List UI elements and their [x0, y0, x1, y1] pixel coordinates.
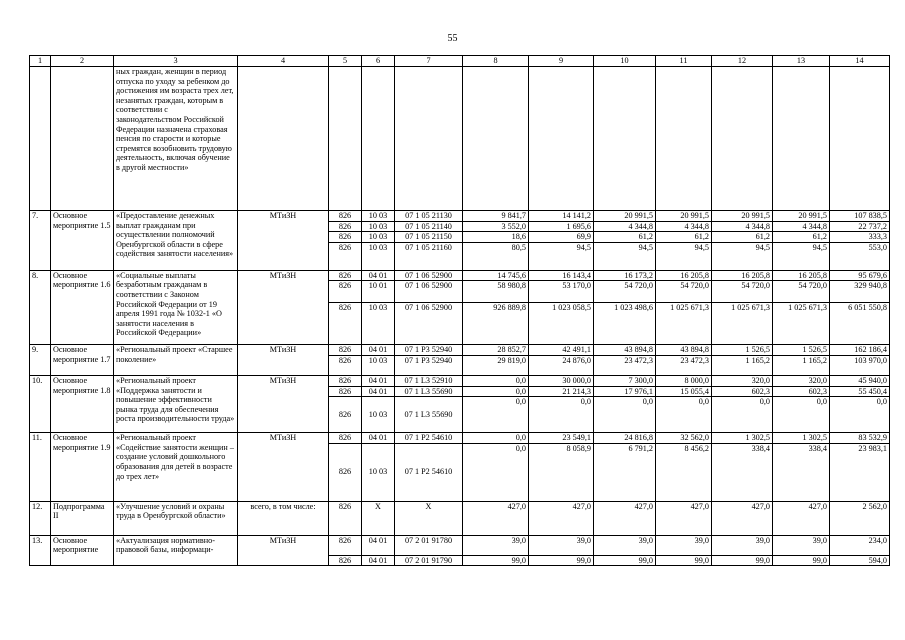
table-row [30, 211, 890, 222]
cell-value: 69,9 [529, 232, 594, 243]
cell-value: 1 695,6 [529, 221, 594, 232]
cell-ministry: 826 [329, 386, 362, 397]
cell-section: 04 01 [362, 433, 395, 444]
cell-value: 43 894,8 [594, 345, 656, 356]
executor: МТиЗН [238, 433, 329, 502]
cell-value: 4 344,8 [594, 221, 656, 232]
cell-value: 338,4 [773, 443, 830, 501]
cell-value: 1 025 671,3 [773, 303, 830, 345]
cell-target-code: 07 1 L3 52910 [395, 375, 463, 386]
cell-value: 107 838,5 [830, 211, 890, 222]
page-number: 55 [447, 33, 458, 44]
table-row [30, 433, 890, 444]
cell-value: 20 991,5 [773, 211, 830, 222]
cell-target-code: 07 1 06 52900 [395, 270, 463, 281]
cell-value: 427,0 [529, 501, 594, 535]
cell-value: 94,5 [712, 242, 773, 270]
cell-value: 24 876,0 [529, 355, 594, 375]
cell-section: 10 03 [362, 242, 395, 270]
cell-value: 926 889,8 [463, 303, 529, 345]
col-header: 1 [30, 56, 51, 67]
activity-type: Основное мероприятие [51, 535, 114, 566]
cell-target-code: 07 1 06 52900 [395, 303, 463, 345]
col-header: 9 [529, 56, 594, 67]
cell-value: 594,0 [830, 555, 890, 566]
cell-value: 7 300,0 [594, 375, 656, 386]
col-header: 4 [238, 56, 329, 67]
cell-ministry: 826 [329, 221, 362, 232]
cell-section: 10 03 [362, 443, 395, 501]
cell-section: 10 03 [362, 397, 395, 433]
cell-ministry: 826 [329, 535, 362, 555]
activity-name: «Региональный проект «Поддержка занятости и повышение эффективности рынка труда для обеспечения роста производительности труда» [114, 375, 238, 432]
activity-type: Основное мероприятие 1.9 [51, 433, 114, 502]
cell-section: 04 01 [362, 555, 395, 566]
cell-value: 1 526,5 [712, 345, 773, 356]
cell-target-code: 07 1 05 21150 [395, 232, 463, 243]
cell-section: 10 03 [362, 211, 395, 222]
cell-value: 1 025 671,3 [656, 303, 712, 345]
cell-ministry: 826 [329, 433, 362, 444]
cell-ministry: 826 [329, 555, 362, 566]
cell-value: 61,2 [773, 232, 830, 243]
cell-section: 10 03 [362, 221, 395, 232]
activity-name: «Региональный проект «Содействие занятости женщин – создание условий дошкольного образования для детей в возрасте до трех лет» [114, 433, 238, 502]
cell-value: 1 165,2 [773, 355, 830, 375]
col-header: 10 [594, 56, 656, 67]
cell-ministry: 826 [329, 303, 362, 345]
cell-value: 61,2 [594, 232, 656, 243]
cell-value: 333,3 [830, 232, 890, 243]
cell-target-code: 07 2 01 91780 [395, 535, 463, 555]
cell-value: 14 141,2 [529, 211, 594, 222]
cell-ministry: 826 [329, 211, 362, 222]
cell-value: 0,0 [463, 375, 529, 386]
cell-value: 427,0 [656, 501, 712, 535]
cell-value: 3 552,0 [463, 221, 529, 232]
cell-value: 16 173,2 [594, 270, 656, 281]
col-header: 13 [773, 56, 830, 67]
cell-target-code: 07 1 P2 54610 [395, 443, 463, 501]
cell-value: 602,3 [712, 386, 773, 397]
cell-value: 2 562,0 [830, 501, 890, 535]
cell-value: 162 186,4 [830, 345, 890, 356]
cell-section: 04 01 [362, 375, 395, 386]
column-number-row [30, 56, 890, 67]
row-number: 8. [30, 270, 51, 345]
activity-type: Основное мероприятие 1.7 [51, 345, 114, 376]
cell-value: 0,0 [773, 397, 830, 433]
cell-value: 94,5 [656, 242, 712, 270]
row-number: 12. [30, 501, 51, 535]
cell-value: 61,2 [712, 232, 773, 243]
cell-value: 54 720,0 [656, 281, 712, 303]
cell-value: 20 991,5 [712, 211, 773, 222]
cell-ministry: 826 [329, 355, 362, 375]
activity-name: «Актуализация нормативно-правовой базы, информаци- [114, 535, 238, 566]
activity-name: «Региональный проект «Старшее поколение» [114, 345, 238, 376]
cell-section: 10 03 [362, 355, 395, 375]
cell-value: 99,0 [656, 555, 712, 566]
cell-value: 55 450,4 [830, 386, 890, 397]
table-row [30, 67, 890, 211]
col-header: 12 [712, 56, 773, 67]
cell-value: 54 720,0 [712, 281, 773, 303]
cell-value: 14 745,6 [463, 270, 529, 281]
cell-target-code: 07 1 05 21160 [395, 242, 463, 270]
executor: МТиЗН [238, 270, 329, 345]
cell-value: 32 562,0 [656, 433, 712, 444]
row-number: 7. [30, 211, 51, 271]
cell-value: 21 214,3 [529, 386, 594, 397]
cell-value: 427,0 [773, 501, 830, 535]
cell-value: 16 205,8 [656, 270, 712, 281]
cell-value: 8 000,0 [656, 375, 712, 386]
cell-value: 39,0 [656, 535, 712, 555]
cell-ministry: 826 [329, 443, 362, 501]
cell-value: 99,0 [773, 555, 830, 566]
cell-value: 553,0 [830, 242, 890, 270]
cell-target-code: 07 1 L3 55690 [395, 397, 463, 433]
cell-ministry: 826 [329, 501, 362, 535]
cell-section: 04 01 [362, 386, 395, 397]
cell-value: 1 165,2 [712, 355, 773, 375]
cell-target-code: 07 1 P3 52940 [395, 345, 463, 356]
table-row [30, 345, 890, 356]
cell-ministry: 826 [329, 375, 362, 386]
cell-section: 10 03 [362, 232, 395, 243]
cell-value: 23 472,3 [594, 355, 656, 375]
cell-value: 329 940,8 [830, 281, 890, 303]
cell-section: 04 01 [362, 535, 395, 555]
cell-value: 0,0 [830, 397, 890, 433]
cell-value: 1 526,5 [773, 345, 830, 356]
col-header: 8 [463, 56, 529, 67]
cell-value: 99,0 [594, 555, 656, 566]
cell-value: 4 344,8 [656, 221, 712, 232]
row-number: 9. [30, 345, 51, 376]
executor: МТиЗН [238, 211, 329, 271]
cell-value: 0,0 [463, 386, 529, 397]
cell-value: 39,0 [529, 535, 594, 555]
cell-value: 1 023 058,5 [529, 303, 594, 345]
cell-value: 0,0 [463, 397, 529, 433]
cell-value: 58 980,8 [463, 281, 529, 303]
cell-value: 24 816,8 [594, 433, 656, 444]
cell-value: 23 983,1 [830, 443, 890, 501]
cell-value: 83 532,9 [830, 433, 890, 444]
row-number: 10. [30, 375, 51, 432]
cell-value: 1 302,5 [773, 433, 830, 444]
row-number: 13. [30, 535, 51, 566]
cell-value: 99,0 [463, 555, 529, 566]
col-header: 2 [51, 56, 114, 67]
cell-value: 427,0 [594, 501, 656, 535]
cell-value: 23 549,1 [529, 433, 594, 444]
cell-value: 16 205,8 [712, 270, 773, 281]
cell-value: 42 491,1 [529, 345, 594, 356]
activity-type: Подпрограмма II [51, 501, 114, 535]
activity-name: ных граждан, женщин в период отпуска по уходу за ребенком до достижения им возраста трех лет, незанятых граждан, которым в соответствии с законодательством Российской Федерации назначена страховая пенсия по старости и которые стремятся возобновить трудовую деятельность, включая обучение в другой местности» [114, 67, 238, 211]
cell-ministry: 826 [329, 242, 362, 270]
cell-value: 29 819,0 [463, 355, 529, 375]
activity-name: «Предоставление денежных выплат гражданам при осуществлении полномочий Оренбургской области в сфере содействия занятости населения» [114, 211, 238, 271]
table-row [30, 270, 890, 281]
cell-value: 16 143,4 [529, 270, 594, 281]
cell-value: 43 894,8 [656, 345, 712, 356]
cell-value: 6 051 550,8 [830, 303, 890, 345]
activity-type: Основное мероприятие 1.6 [51, 270, 114, 345]
executor: МТиЗН [238, 375, 329, 432]
cell-value: 1 302,5 [712, 433, 773, 444]
col-header: 14 [830, 56, 890, 67]
cell-value: 20 991,5 [594, 211, 656, 222]
cell-value: 99,0 [712, 555, 773, 566]
cell-value: 23 472,3 [656, 355, 712, 375]
cell-section: 10 01 [362, 281, 395, 303]
col-header: 7 [395, 56, 463, 67]
cell-value: 20 991,5 [656, 211, 712, 222]
cell-value: 8 456,2 [656, 443, 712, 501]
cell-value: 99,0 [529, 555, 594, 566]
cell-ministry: 826 [329, 270, 362, 281]
cell-target-code: X [395, 501, 463, 535]
activity-name: «Улучшение условий и охраны труда в Оренбургской области» [114, 501, 238, 535]
col-header: 11 [656, 56, 712, 67]
cell-target-code: 07 1 P2 54610 [395, 433, 463, 444]
col-header: 5 [329, 56, 362, 67]
cell-value: 28 852,7 [463, 345, 529, 356]
activity-name: «Социальные выплаты безработным гражданам в соответствии с Законом Российской Федерации от 19 апреля 1991 года № 1032-1 «О занятости населения в Российской Федерации» [114, 270, 238, 345]
cell-value: 95 679,6 [830, 270, 890, 281]
budget-table [29, 55, 890, 566]
cell-value: 54 720,0 [594, 281, 656, 303]
cell-value: 17 976,1 [594, 386, 656, 397]
cell-value: 427,0 [463, 501, 529, 535]
cell-value: 234,0 [830, 535, 890, 555]
cell-value: 39,0 [463, 535, 529, 555]
cell-value: 53 170,0 [529, 281, 594, 303]
table-row [30, 535, 890, 555]
cell-section: 04 01 [362, 345, 395, 356]
cell-value: 1 023 498,6 [594, 303, 656, 345]
cell-ministry: 826 [329, 232, 362, 243]
cell-value: 45 940,0 [830, 375, 890, 386]
cell-value: 103 970,0 [830, 355, 890, 375]
executor: МТиЗН [238, 345, 329, 376]
cell-value: 94,5 [594, 242, 656, 270]
cell-ministry: 826 [329, 397, 362, 433]
cell-value: 338,4 [712, 443, 773, 501]
cell-value: 4 344,8 [773, 221, 830, 232]
cell-value: 54 720,0 [773, 281, 830, 303]
cell-value: 80,5 [463, 242, 529, 270]
cell-value: 0,0 [656, 397, 712, 433]
cell-value: 9 841,7 [463, 211, 529, 222]
cell-value: 0,0 [712, 397, 773, 433]
cell-target-code: 07 1 P3 52940 [395, 355, 463, 375]
cell-value: 39,0 [594, 535, 656, 555]
cell-target-code: 07 1 05 21130 [395, 211, 463, 222]
cell-value: 39,0 [773, 535, 830, 555]
cell-value: 15 055,4 [656, 386, 712, 397]
activity-type: Основное мероприятие 1.8 [51, 375, 114, 432]
cell-value: 4 344,8 [712, 221, 773, 232]
cell-value: 18,6 [463, 232, 529, 243]
table-row [30, 501, 890, 535]
cell-value: 0,0 [463, 443, 529, 501]
cell-ministry: 826 [329, 345, 362, 356]
cell-target-code: 07 2 01 91790 [395, 555, 463, 566]
cell-section: X [362, 501, 395, 535]
cell-value: 1 025 671,3 [712, 303, 773, 345]
cell-value: 0,0 [594, 397, 656, 433]
cell-target-code: 07 1 06 52900 [395, 281, 463, 303]
col-header: 3 [114, 56, 238, 67]
activity-type: Основное мероприятие 1.5 [51, 211, 114, 271]
cell-value: 39,0 [712, 535, 773, 555]
cell-target-code: 07 1 L3 55690 [395, 386, 463, 397]
cell-value: 0,0 [463, 433, 529, 444]
cell-value: 8 058,9 [529, 443, 594, 501]
cell-value: 320,0 [773, 375, 830, 386]
cell-ministry: 826 [329, 281, 362, 303]
cell-value: 0,0 [529, 397, 594, 433]
cell-value: 6 791,2 [594, 443, 656, 501]
cell-section: 10 03 [362, 303, 395, 345]
cell-value: 30 000,0 [529, 375, 594, 386]
cell-value: 427,0 [712, 501, 773, 535]
row-number: 11. [30, 433, 51, 502]
table-row [30, 375, 890, 386]
col-header: 6 [362, 56, 395, 67]
cell-value: 320,0 [712, 375, 773, 386]
cell-value: 602,3 [773, 386, 830, 397]
cell-value: 61,2 [656, 232, 712, 243]
cell-value: 94,5 [529, 242, 594, 270]
cell-value: 94,5 [773, 242, 830, 270]
cell-value: 16 205,8 [773, 270, 830, 281]
executor: всего, в том числе: [238, 501, 329, 535]
cell-value: 22 737,2 [830, 221, 890, 232]
cell-target-code: 07 1 05 21140 [395, 221, 463, 232]
cell-section: 04 01 [362, 270, 395, 281]
executor: МТиЗН [238, 535, 329, 566]
